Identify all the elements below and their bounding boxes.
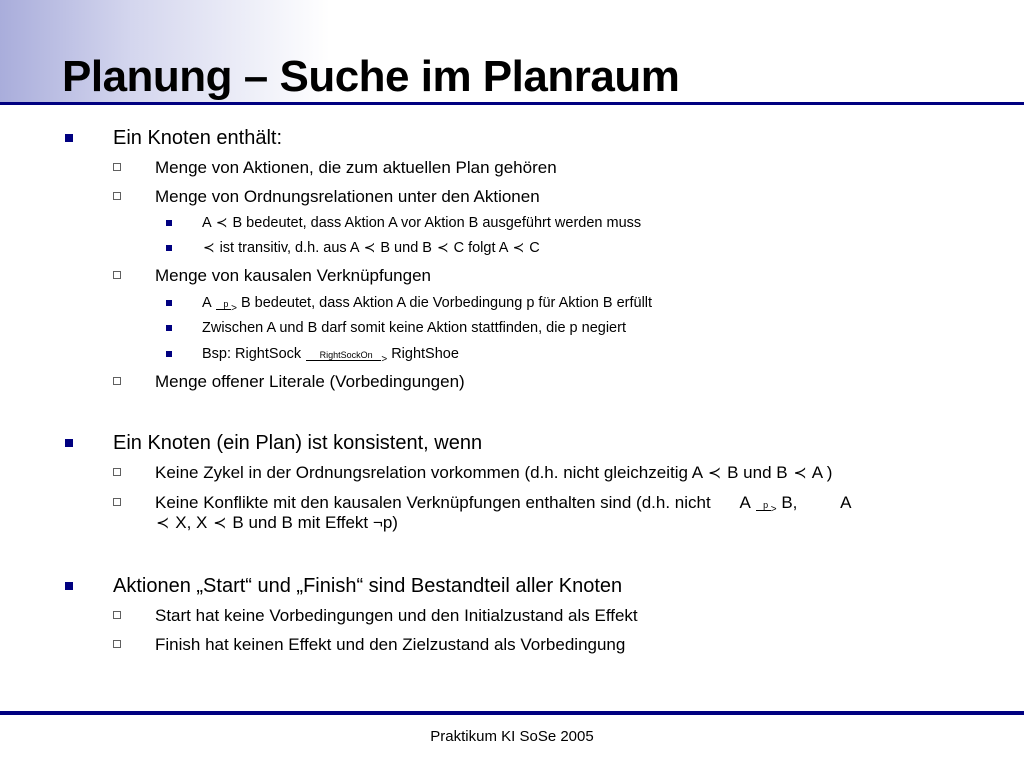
bullet-start-finish xyxy=(113,575,622,598)
hollow-square-bullet-icon xyxy=(113,163,121,171)
square-bullet-icon xyxy=(65,439,73,447)
precedes-symbol: ≺ xyxy=(156,514,170,532)
precedes-symbol: ≺ xyxy=(512,240,525,255)
arrow-shaft xyxy=(216,303,237,314)
precedes-symbol: ≺ xyxy=(793,464,807,482)
bullet-text: Menge von kausalen Verknüpfungen xyxy=(155,266,431,285)
hollow-square-bullet-icon xyxy=(113,640,121,648)
hollow-square-bullet-icon xyxy=(113,192,121,200)
bullet-text: B, xyxy=(781,493,798,512)
slide-footer: Praktikum KI SoSe 2005 xyxy=(430,728,594,745)
sub-bullet-no-cycles xyxy=(155,463,832,483)
bullet-text: C xyxy=(529,240,540,256)
bullet-text: Menge offener Literale (Vorbedingungen) xyxy=(155,372,465,391)
bullet-text: Ein Knoten (ein Plan) ist konsistent, wenn xyxy=(113,432,483,454)
bullet-text: A xyxy=(739,493,750,512)
small-square-bullet-icon xyxy=(166,325,172,331)
hollow-square-bullet-icon xyxy=(113,611,121,619)
precedes-symbol: ≺ xyxy=(213,514,227,532)
bullet-text: Keine Konflikte mit den kausalen Verknüpfungen enthalten sind (d.h. nicht xyxy=(155,493,711,512)
bullet-text: B und B xyxy=(380,240,432,256)
detail-transitivity xyxy=(202,240,540,256)
hollow-square-bullet-icon xyxy=(113,271,121,279)
detail-causal-link-meaning xyxy=(202,295,652,312)
detail-no-negating-action xyxy=(202,320,626,336)
bullet-text: Finish hat keinen Effekt und den Zielzustand als Vorbedingung xyxy=(155,635,626,654)
hollow-square-bullet-icon xyxy=(113,498,121,506)
arrow-shaft xyxy=(756,504,777,515)
arrowhead-icon: > xyxy=(231,303,237,314)
bullet-text: A xyxy=(840,493,852,512)
bullet-text: Menge von Aktionen, die zum aktuellen Plan gehören xyxy=(155,158,557,177)
small-square-bullet-icon xyxy=(166,245,172,251)
arrow-label: RightSockOn xyxy=(319,350,373,360)
hollow-square-bullet-icon xyxy=(113,377,121,385)
sub-bullet-actions xyxy=(155,158,557,178)
bullet-consistency xyxy=(113,432,482,455)
slide-title: Planung – Suche im Planraum xyxy=(62,52,680,101)
negation-symbol: ¬ xyxy=(372,513,383,532)
sub-bullet-ordering xyxy=(155,187,540,207)
bullet-text: RightShoe xyxy=(391,346,459,362)
bullet-text: B und B xyxy=(727,463,788,482)
title-divider xyxy=(0,102,1024,105)
small-square-bullet-icon xyxy=(166,220,172,226)
arrow-label: p xyxy=(763,500,769,510)
bullet-text: Menge von Ordnungsrelationen unter den Aktionen xyxy=(155,187,540,206)
bullet-text: B bedeutet, dass Aktion A vor Aktion B ausgeführt werden muss xyxy=(232,215,642,231)
small-square-bullet-icon xyxy=(166,351,172,357)
square-bullet-icon xyxy=(65,582,73,590)
detail-precedence-meaning xyxy=(202,215,641,231)
sub-bullet-finish xyxy=(155,635,625,655)
precedes-symbol: ≺ xyxy=(203,240,215,255)
bullet-node-contains xyxy=(113,127,282,150)
arrowhead-icon: > xyxy=(381,354,388,365)
arrow-label: p xyxy=(223,299,229,309)
hollow-square-bullet-icon xyxy=(113,468,121,476)
bullet-text: Keine Zykel in der Ordnungsrelation vorkommen (d.h. nicht gleichzeitig A xyxy=(155,463,703,482)
bullet-text: Aktionen „Start“ und „Finish“ sind Bestandteil aller Knoten xyxy=(113,575,623,597)
bullet-text: p) xyxy=(382,513,398,532)
sub-bullet-no-conflicts xyxy=(155,493,955,533)
sub-bullet-start xyxy=(155,606,638,626)
bullet-text: Start hat keine Vorbedingungen und den Initialzustand als Effekt xyxy=(155,606,638,625)
bullet-text: Zwischen A und B darf somit keine Aktion stattfinden, die p negiert xyxy=(202,320,626,336)
bullet-text: X, X xyxy=(175,513,208,532)
detail-example xyxy=(202,346,459,363)
arrowhead-icon: > xyxy=(770,504,777,515)
precedes-symbol: ≺ xyxy=(707,464,722,482)
small-square-bullet-icon xyxy=(166,300,172,306)
bullet-text: A xyxy=(202,215,211,231)
bullet-text: B und B mit Effekt xyxy=(232,513,369,532)
bullet-text: Ein Knoten enthält: xyxy=(113,127,283,149)
sub-bullet-causal-links xyxy=(155,266,431,286)
bullet-text: C folgt A xyxy=(453,240,508,256)
bullet-text: B bedeutet, dass Aktion A die Vorbedingung p für Aktion B erfüllt xyxy=(240,295,653,311)
precedes-symbol: ≺ xyxy=(436,240,449,255)
square-bullet-icon xyxy=(65,134,73,142)
precedes-symbol: ≺ xyxy=(363,240,376,255)
footer-divider xyxy=(0,711,1024,715)
precedes-symbol: ≺ xyxy=(215,215,228,230)
bullet-text: A ) xyxy=(811,463,833,482)
sub-bullet-open-literals xyxy=(155,372,465,392)
bullet-text: ist transitiv, d.h. aus A xyxy=(219,240,359,256)
bullet-text: A xyxy=(202,295,211,311)
bullet-text: Bsp: RightSock xyxy=(202,346,302,362)
